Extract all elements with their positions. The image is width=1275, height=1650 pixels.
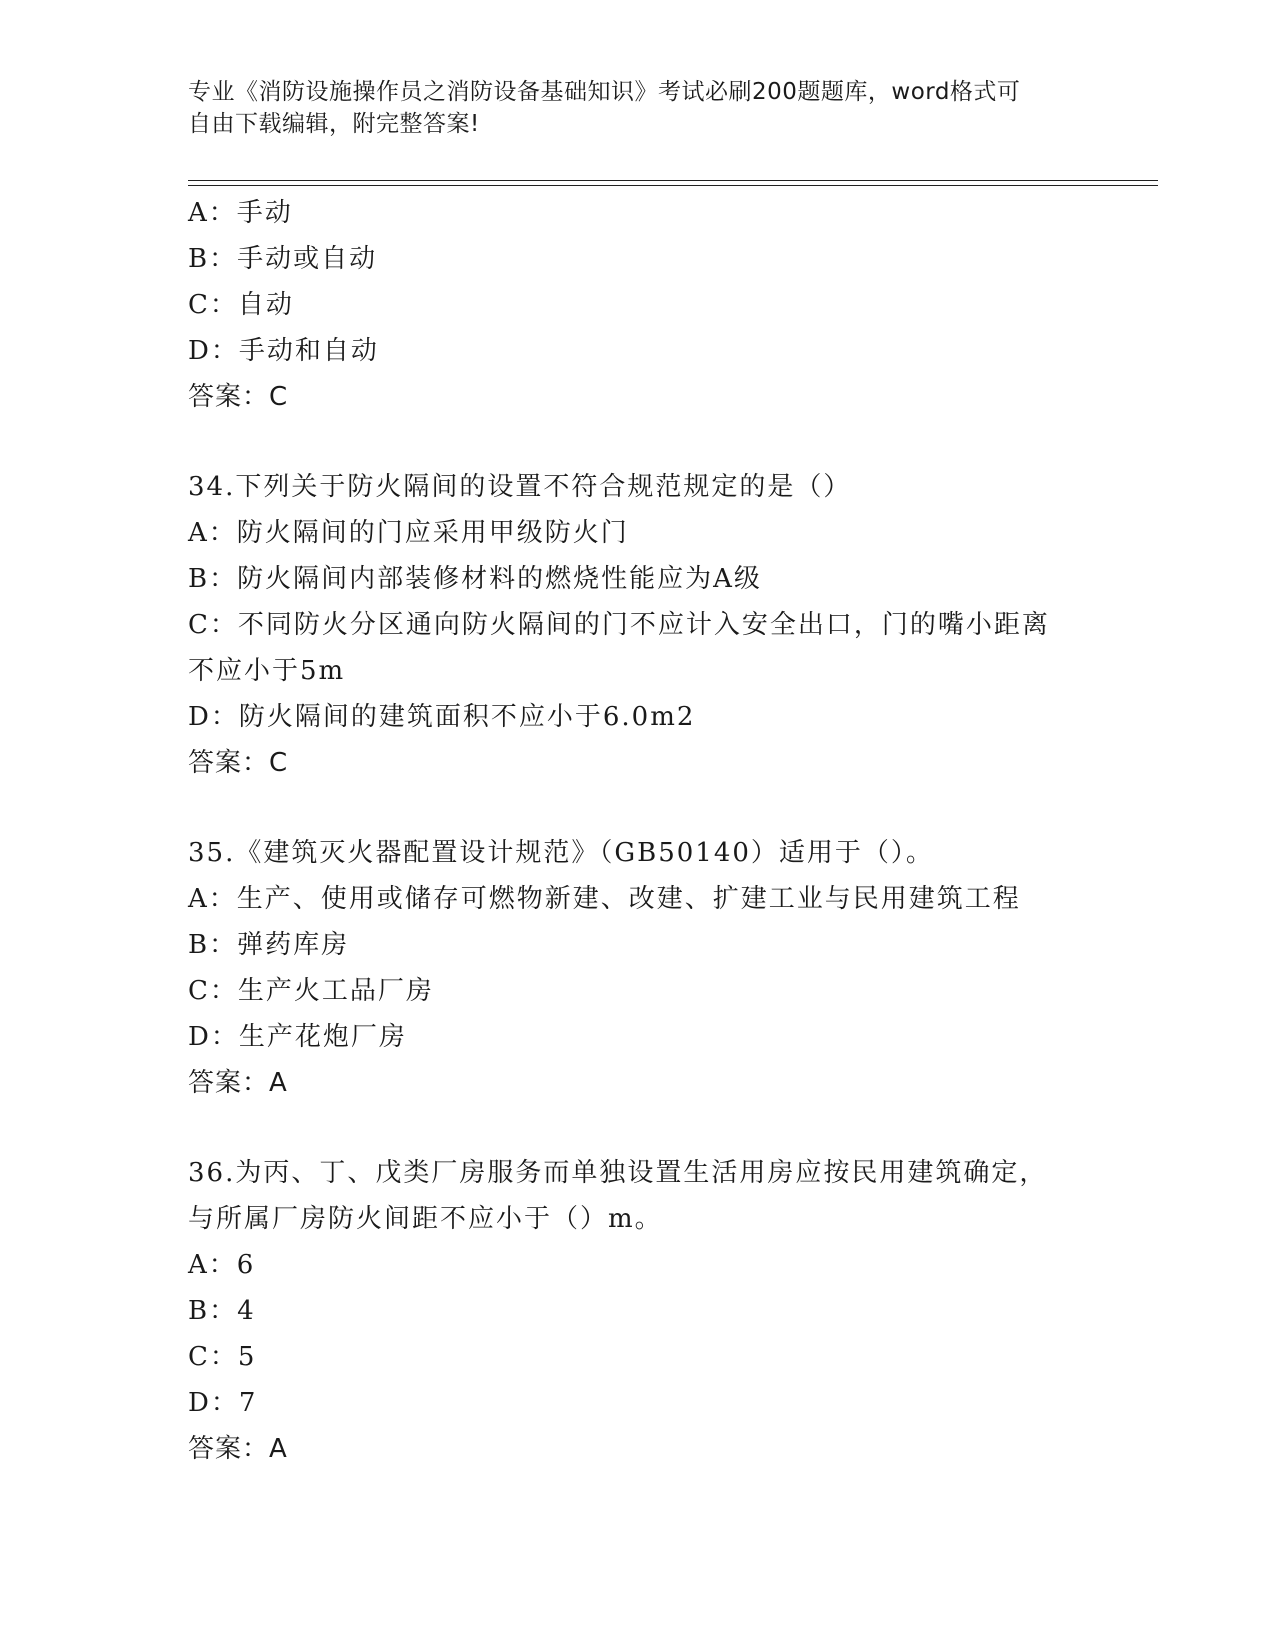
option-d: D：手动和自动 <box>188 336 379 366</box>
question-35 <box>188 830 1088 1106</box>
option-a: A：6 <box>188 1250 256 1280</box>
option-c: C：不同防火分区通向防火隔间的门不应计入安全出口，门的嘴小距离 <box>188 610 1050 640</box>
answer-label: 答案：C <box>188 382 289 412</box>
option-d: D：防火隔间的建筑面积不应小于6.0m2 <box>188 702 696 732</box>
document-header <box>188 76 1068 140</box>
question-text-line-2: 与所属厂房防火间距不应小于（）m。 <box>188 1204 663 1234</box>
question-34 <box>188 464 1088 786</box>
header-line-2: 自由下载编辑，附完整答案! <box>188 111 480 137</box>
option-b: B：防火隔间内部装修材料的燃烧性能应为A级 <box>188 564 762 594</box>
question-33 <box>188 190 1088 420</box>
question-36 <box>188 1150 1088 1472</box>
option-c: C：生产火工品厂房 <box>188 976 434 1006</box>
header-line-1: 专业《消防设施操作员之消防设备基础知识》考试必刷200题题库，word格式可 <box>188 79 1021 105</box>
option-c: C：自动 <box>188 290 294 320</box>
option-d: D：生产花炮厂房 <box>188 1022 407 1052</box>
question-text: 35.《建筑灭火器配置设计规范》（GB50140）适用于（）。 <box>188 838 934 868</box>
option-b: B：弹药库房 <box>188 930 350 960</box>
option-c-continued: 不应小于5m <box>188 656 346 686</box>
option-d: D：7 <box>188 1388 258 1418</box>
header-divider-bottom <box>188 185 1158 186</box>
option-a: A：生产、使用或储存可燃物新建、改建、扩建工业与民用建筑工程 <box>188 884 1021 914</box>
question-list <box>188 190 1088 1472</box>
answer-label: 答案：A <box>188 1068 288 1098</box>
option-b: B：手动或自动 <box>188 244 378 274</box>
option-c: C：5 <box>188 1342 257 1372</box>
answer-label: 答案：C <box>188 748 289 778</box>
question-text-line-1: 36.为丙、丁、戊类厂房服务而单独设置生活用房应按民用建筑确定， <box>188 1158 1048 1188</box>
option-b: B：4 <box>188 1296 256 1326</box>
header-divider-top <box>188 180 1158 181</box>
option-a: A：防火隔间的门应采用甲级防火门 <box>188 518 629 548</box>
question-text: 34.下列关于防火隔间的设置不符合规范规定的是（） <box>188 472 852 502</box>
answer-label: 答案：A <box>188 1434 288 1464</box>
option-a: A：手动 <box>188 198 293 228</box>
